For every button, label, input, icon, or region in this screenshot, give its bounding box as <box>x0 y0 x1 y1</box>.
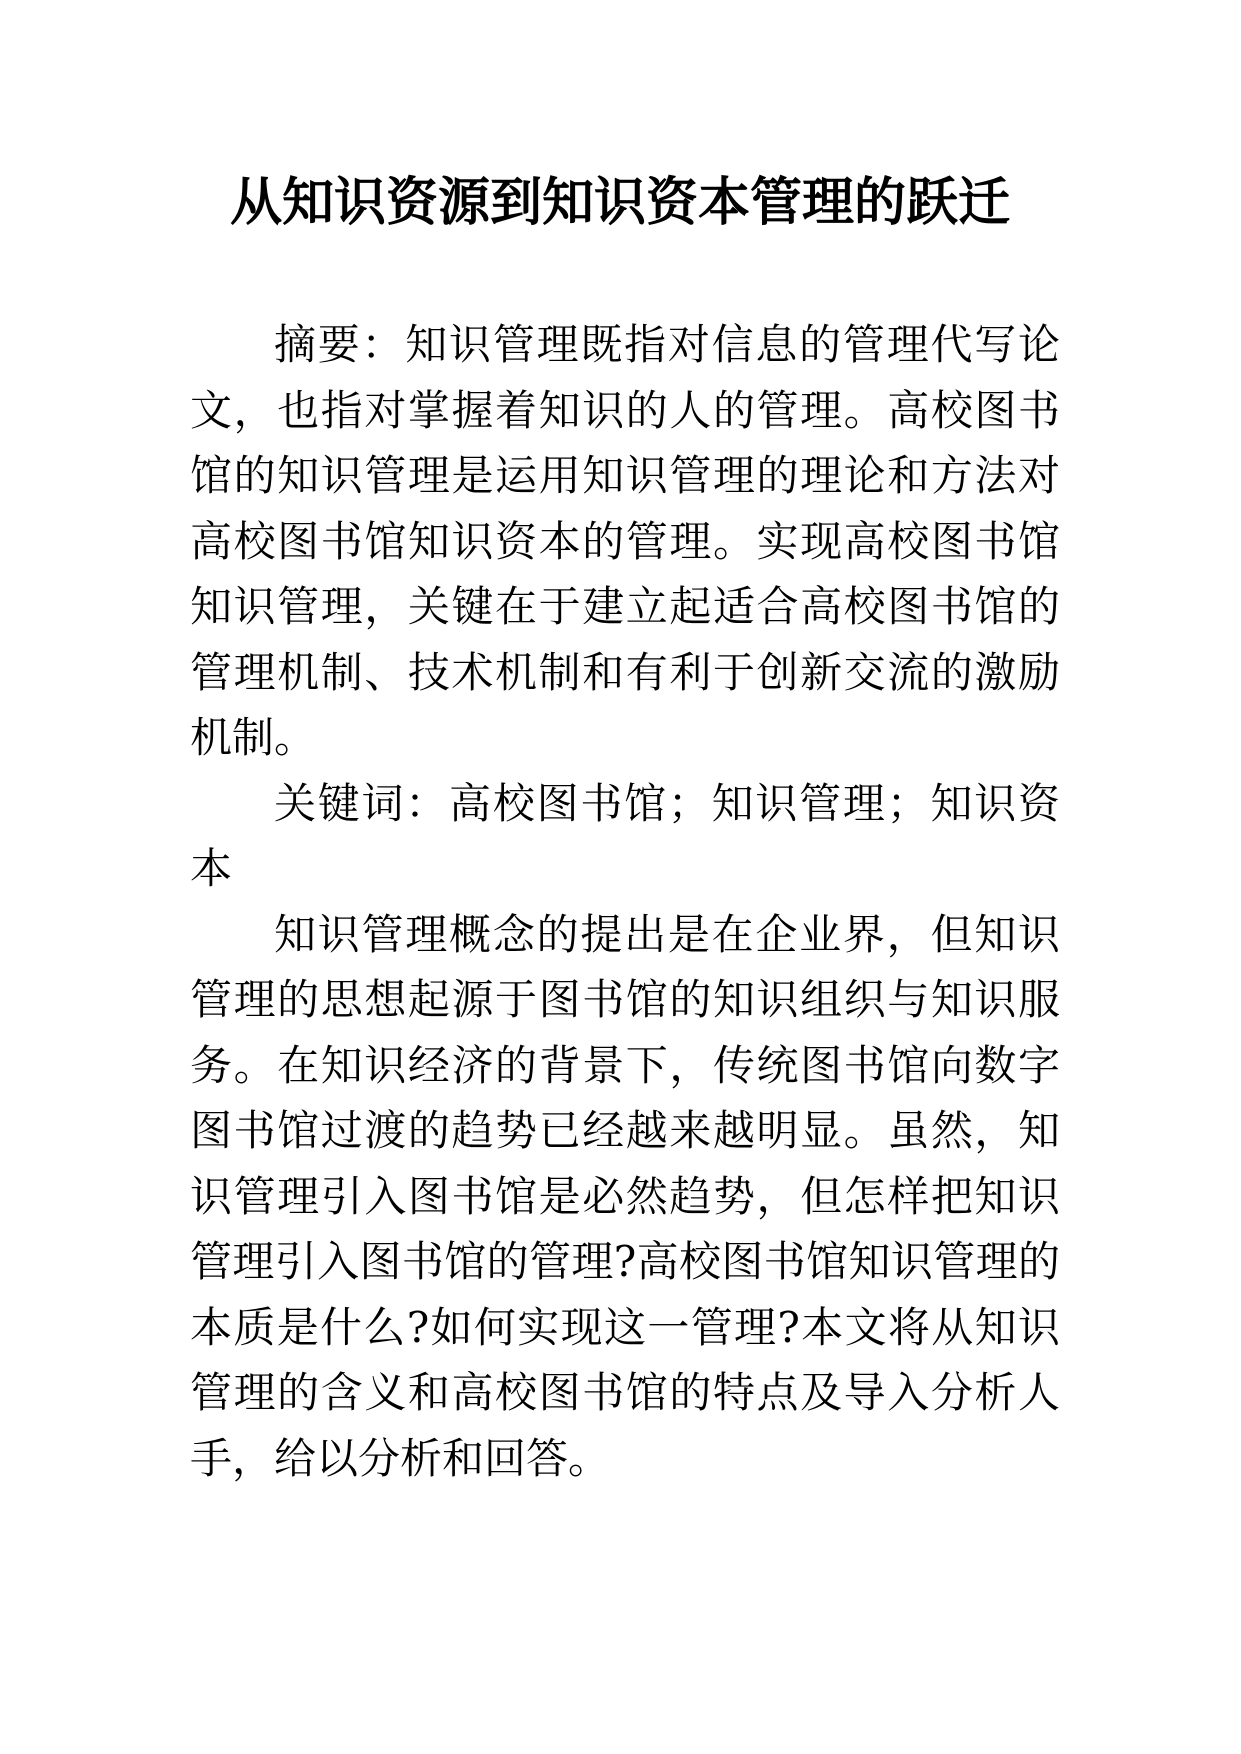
document-body <box>190 312 1060 1491</box>
intro-paragraph: 知识管理概念的提出是在企业界，但知识管理的思想起源于图书馆的知识组织与知识服务。在知识经济的背景下，传统图书馆向数字图书馆过渡的趋势已经越来越明显。虽然，知识管理引入图书馆是必然趋势，但怎样把知识管理引入图书馆的管理?高校图书馆知识管理的本质是什么?如何实现这一管理?本文将从知识管理的含义和高校图书馆的特点及导入分析人手，给以分析和回答。 <box>190 909 1060 1483</box>
abstract-paragraph: 摘要：知识管理既指对信息的管理代写论文，也指对掌握着知识的人的管理。高校图书馆的知识管理是运用知识管理的理论和方法对高校图书馆知识资本的管理。实现高校图书馆知识管理，关键在于建立起适合高校图书馆的管理机制、技术机制和有利于创新交流的激励机制。 <box>190 320 1060 762</box>
document-title: 从知识资源到知识资本管理的跃迁 <box>229 172 1010 233</box>
keywords-paragraph: 关键词：高校图书馆；知识管理；知识资本 <box>190 778 1060 893</box>
